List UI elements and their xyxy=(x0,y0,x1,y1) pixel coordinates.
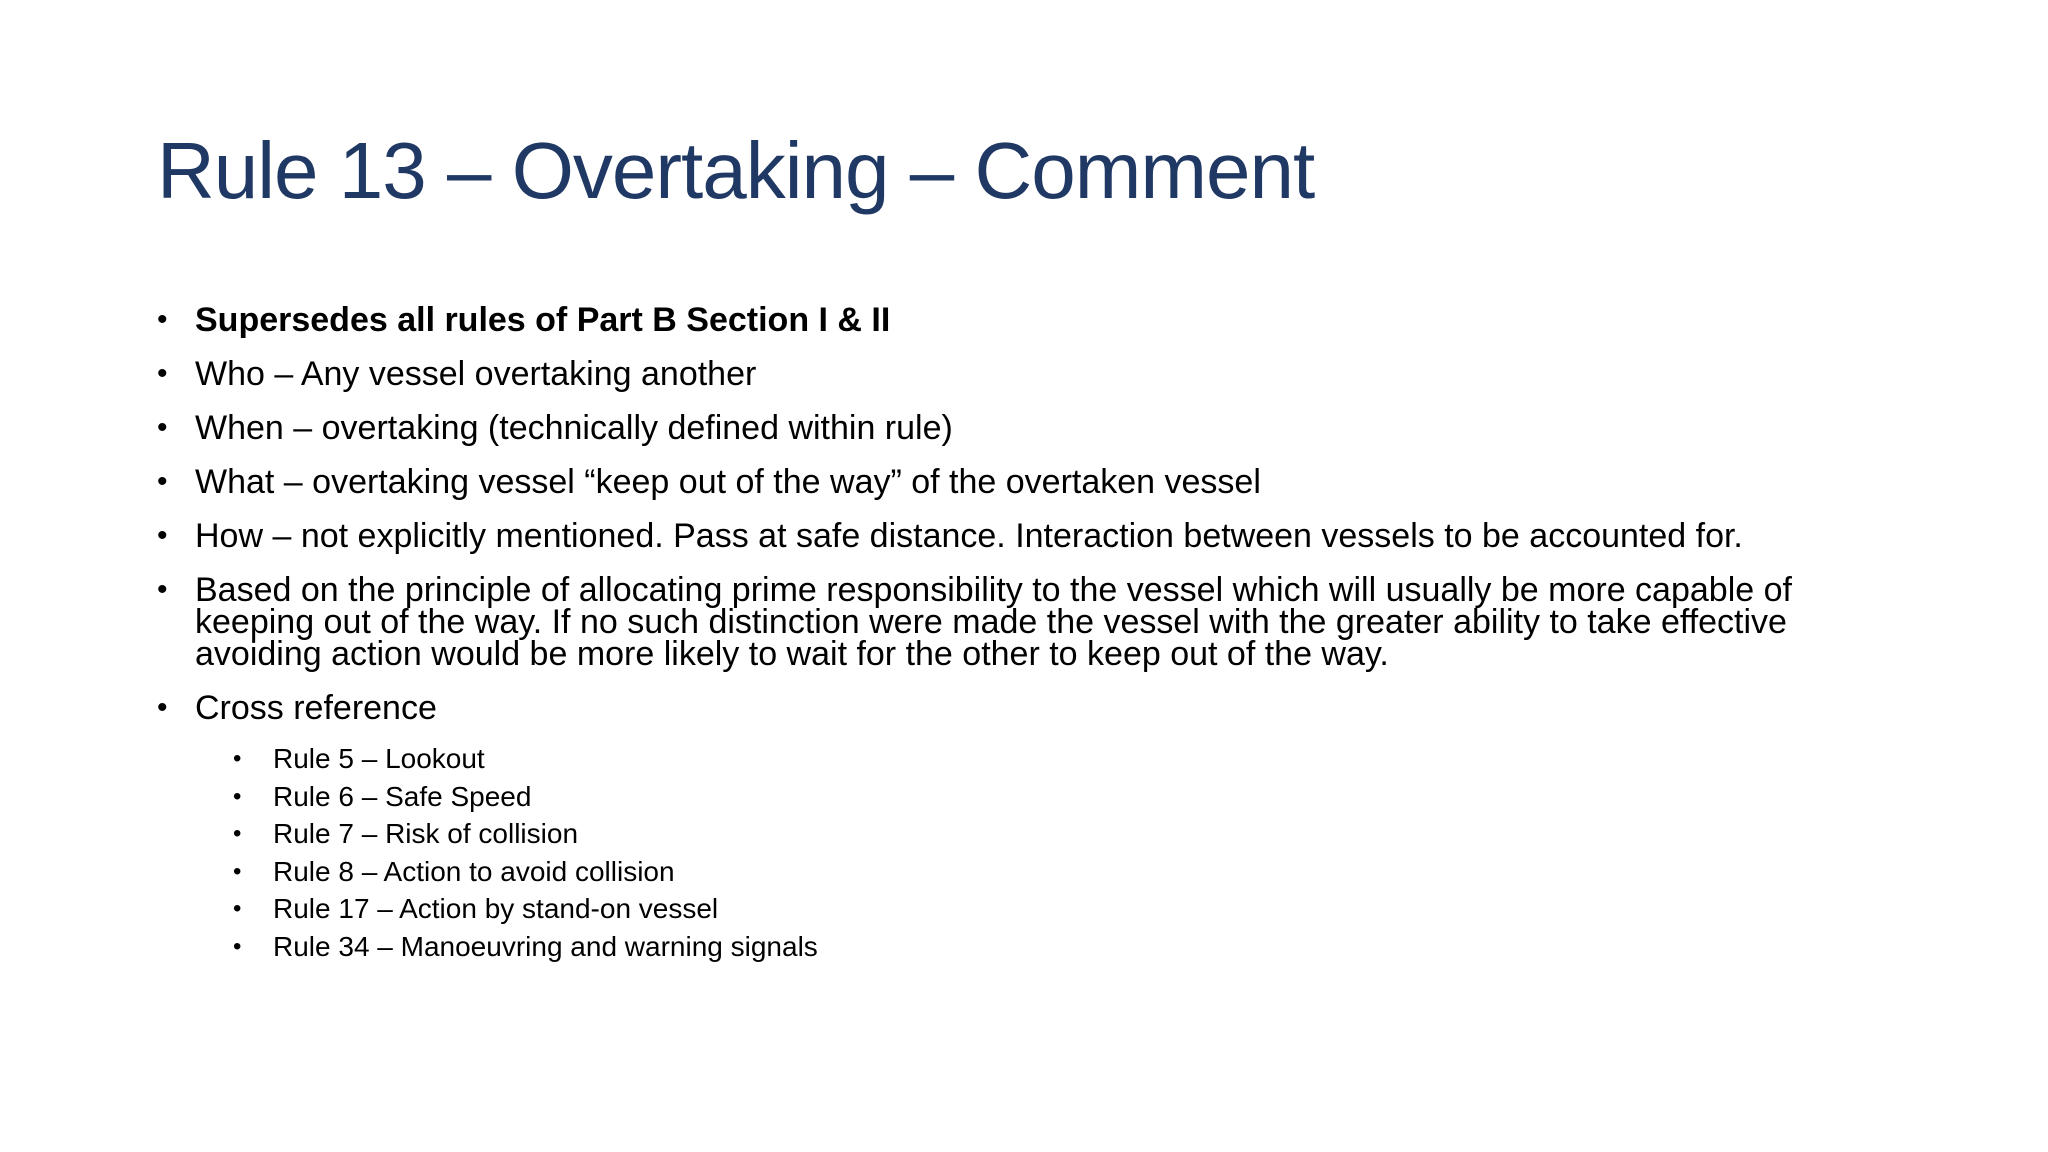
bullet-item xyxy=(157,301,1897,339)
bullet-text: How – not explicitly mentioned. Pass at safe distance. Interaction between vessels to be accounted for. xyxy=(195,517,1743,555)
bullet-icon: • xyxy=(157,411,168,444)
sub-bullet-item xyxy=(233,782,1935,812)
bullet-item xyxy=(157,571,1897,673)
bullet-icon: • xyxy=(157,519,168,552)
bullet-icon: • xyxy=(157,465,168,498)
sub-bullet-list xyxy=(195,744,1897,962)
sub-bullet-text: Rule 5 – Lookout xyxy=(273,743,485,774)
sub-bullet-item xyxy=(233,857,1935,887)
bullet-item xyxy=(157,355,1897,393)
bullet-list xyxy=(157,301,1897,984)
bullet-icon: • xyxy=(233,932,242,960)
bullet-icon: • xyxy=(233,782,242,810)
bullet-item xyxy=(157,517,1897,555)
bullet-icon: • xyxy=(157,573,168,606)
sub-bullet-item xyxy=(233,932,1935,962)
sub-bullet-item xyxy=(233,744,1935,774)
bullet-item xyxy=(157,409,1897,447)
bullet-text: Cross reference xyxy=(195,689,437,727)
slide-title: Rule 13 – Overtaking – Comment xyxy=(157,126,1315,215)
bullet-icon: • xyxy=(157,303,168,336)
bullet-icon: • xyxy=(233,895,242,922)
sub-bullet-item xyxy=(233,819,1935,849)
bullet-icon: • xyxy=(233,820,242,847)
bullet-text: Supersedes all rules of Part B Section I & II xyxy=(195,301,891,339)
sub-bullet-text: Rule 17 – Action by stand-on vessel xyxy=(273,893,719,924)
bullet-item xyxy=(157,689,1897,962)
bullet-text: What – overtaking vessel “keep out of the way” of the overtaken vessel xyxy=(195,463,1261,501)
sub-bullet-item xyxy=(233,894,1935,924)
sub-bullet-text: Rule 7 – Risk of collision xyxy=(273,818,579,849)
bullet-icon: • xyxy=(157,691,168,724)
bullet-text: Based on the principle of allocating prime responsibility to the vessel which will usually be more capable of keeping out of the way. If no such distinction were made the vessel with the greater ability to take effective avoiding action would be more likely to wait for the other to keep out of the way. xyxy=(195,571,1792,673)
sub-bullet-text: Rule 34 – Manoeuvring and warning signals xyxy=(273,930,818,962)
sub-bullet-text: Rule 6 – Safe Speed xyxy=(273,780,532,812)
bullet-text: When – overtaking (technically defined within rule) xyxy=(195,409,953,447)
sub-bullet-text: Rule 8 – Action to avoid collision xyxy=(273,855,675,887)
bullet-text: Who – Any vessel overtaking another xyxy=(195,355,757,393)
bullet-icon: • xyxy=(233,745,242,772)
bullet-icon: • xyxy=(233,857,242,885)
bullet-item xyxy=(157,463,1897,501)
bullet-icon: • xyxy=(157,357,168,390)
